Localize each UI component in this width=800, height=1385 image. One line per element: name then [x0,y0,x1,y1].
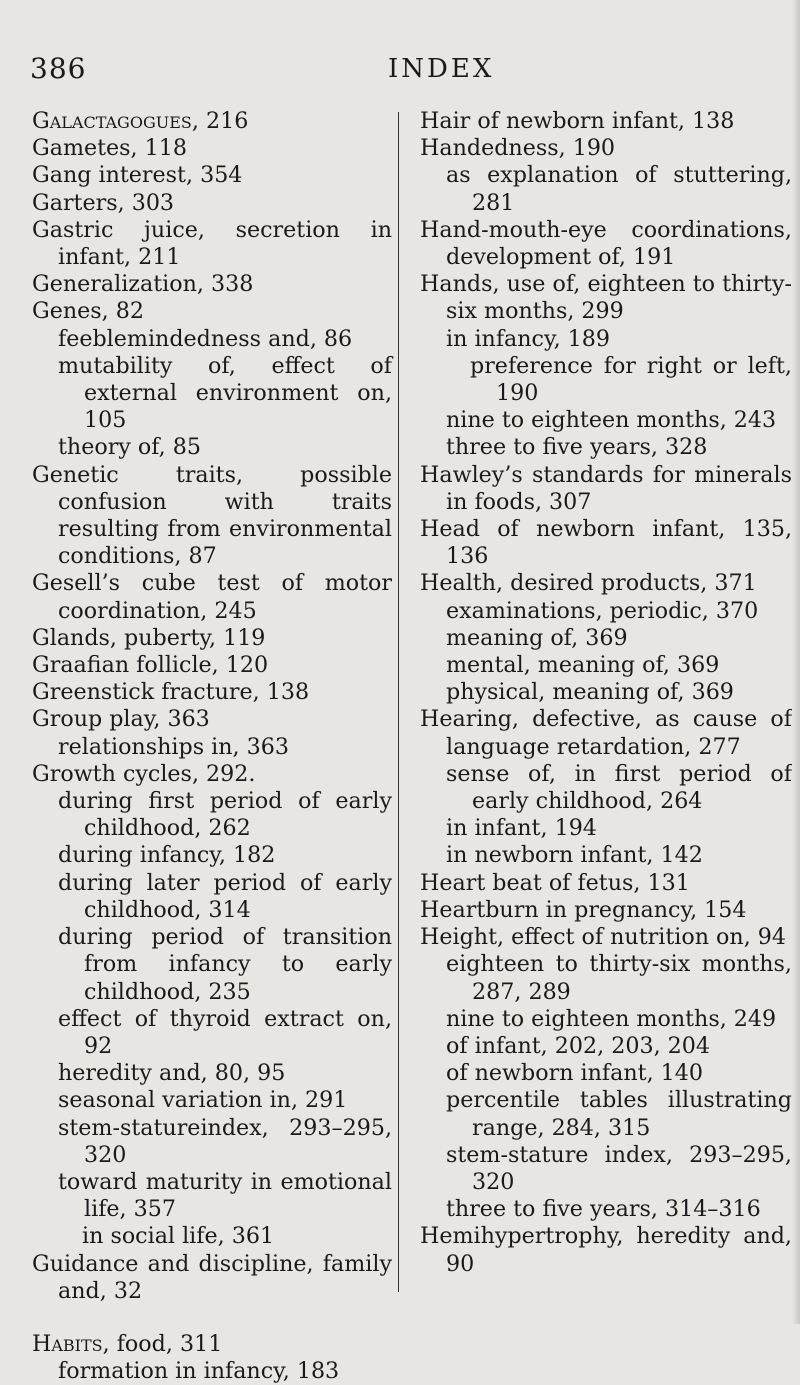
index-subentry: examinations, periodic, 370 [446,597,759,624]
index-entry: Hearing, defective, as cause of language retardation, 277 [420,706,792,760]
index-subentry: meaning of, 369 [446,624,628,651]
index-subentry: stem-statureindex, 293–295, 320 [58,1114,392,1168]
index-entry: Graafian follicle, 120 [32,652,269,679]
index-subentry: nine to eighteen months, 243 [446,407,777,434]
index-subentry: sense of, in first period of early childhood, 264 [446,760,792,815]
index-entry: Genes, 82 [32,298,144,325]
index-entry: Group play, 363 [32,706,210,733]
index-entry: Glands, puberty, 119 [32,624,266,651]
section-gap [32,1305,392,1331]
index-subentry: during later period of early childhood, 314 [58,869,392,923]
index-entry [32,108,392,135]
index-entry: Head of newborn infant, 135, 136 [420,516,792,570]
index-entry: Heart beat of fetus, 131 [420,869,690,896]
index-entry: Guidance and discipline, family and, 32 [32,1250,392,1304]
index-subentry: percentile tables illustrating range, 284, 315 [446,1087,792,1141]
index-subentry: stem-stature index, 293–295, 320 [446,1141,792,1195]
index-entry: Hands, use of, eighteen to thirty-six months, 299 [420,271,792,325]
section-lead-word: Habits, [32,1330,110,1357]
index-subentry: of infant, 202, 203, 204 [446,1032,711,1059]
index-entry: Gang interest, 354 [32,162,243,189]
index-subentry: during first period of early childhood, 262 [58,788,392,842]
index-subentry: relationships in, 363 [58,733,289,760]
index-subentry: three to five years, 314–316 [446,1196,761,1223]
index-subentry: mutability of, effect of external environment on, 105 [58,352,392,434]
index-subentry: toward maturity in emotional life, 357 [58,1168,392,1223]
index-entry: Heartburn in pregnancy, 154 [420,896,747,923]
index-entry: Hemihypertrophy, heredity and, 90 [420,1223,792,1277]
index-subentry: during period of transition from infancy to early childhood, 235 [58,924,392,1005]
index-entry: Gesell’s cube test of motor coordination, 245 [32,570,392,624]
page-edge-shadow [792,0,800,1324]
index-subentry: three to five years, 328 [446,434,708,461]
section-lead-word: Galactagogues, [32,108,199,134]
index-subentry: feeblemindedness and, 86 [58,325,353,352]
index-subentry: eighteen to thirty-six months, 287, 289 [446,951,792,1005]
index-column-right [420,108,792,1278]
index-subentry: preference for right or left, 190 [470,352,792,407]
page-title: INDEX [388,54,495,84]
index-entry: Hawley’s standards for minerals in foods, 307 [420,461,792,515]
column-divider [398,112,399,1292]
index-entry: Gastric juice, secretion in infant, 211 [32,216,392,271]
entry-text: food, 311 [109,1330,223,1357]
index-entry: Garters, 303 [32,189,175,216]
index-subentry: heredity and, 80, 95 [58,1060,286,1087]
index-subentry: as explanation of stuttering, 281 [446,162,792,216]
index-subentry: during infancy, 182 [58,842,276,869]
index-subentry: of newborn infant, 140 [446,1060,704,1087]
index-subentry: in newborn infant, 142 [446,842,703,869]
index-column-left [32,108,392,1385]
index-subentry: effect of thyroid extract on, 92 [58,1005,392,1059]
index-entry: Greenstick fracture, 138 [32,679,310,706]
index-subentry: nine to eighteen months, 249 [446,1005,777,1032]
index-subentry: in infancy, 189 [446,325,611,352]
entry-text: 216 [198,108,249,134]
index-subentry: physical, meaning of, 369 [446,679,734,706]
index-entry: Growth cycles, 292. [32,760,256,787]
index-entry: Height, effect of nutrition on, 94 [420,924,787,951]
index-subentry: seasonal variation in, 291 [58,1087,348,1114]
index-entry: Hand-mouth-eye coordinations, development of, 191 [420,216,792,271]
index-subentry: theory of, 85 [58,434,202,461]
index-entry: Handedness, 190 [420,135,616,162]
index-entry: Health, desired products, 371 [420,570,757,597]
index-subentry: formation in infancy, 183 [58,1358,340,1385]
page-number: 386 [30,52,87,85]
index-entry: Gametes, 118 [32,135,188,162]
index-entry: Hair of newborn infant, 138 [420,108,735,134]
index-subentry: in social life, 361 [82,1223,275,1250]
index-entry: Generalization, 338 [32,271,254,298]
index-entry [32,1331,392,1358]
index-subentry: in infant, 194 [446,815,597,842]
index-subentry: mental, meaning of, 369 [446,652,720,679]
index-entry: Genetic traits, possible confusion with traits resulting from environmental conditions, 87 [32,461,392,570]
